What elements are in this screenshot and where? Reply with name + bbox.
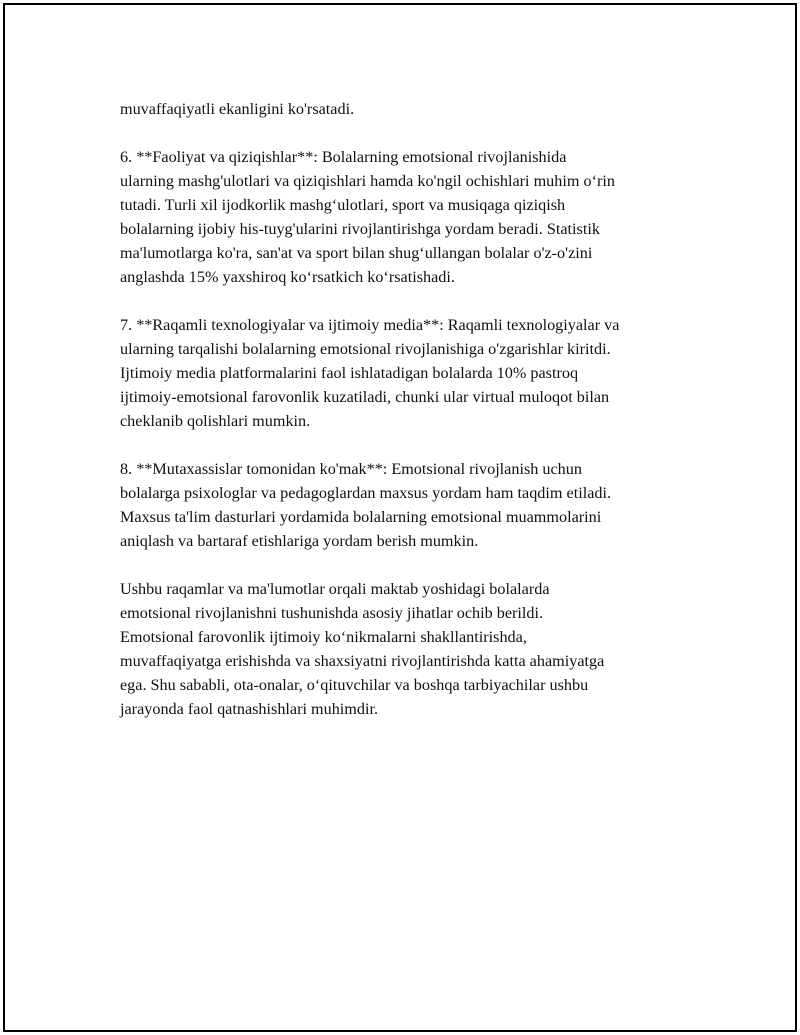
document-body xyxy=(120,97,700,745)
text-line: Emotsional farovonlik ijtimoiy ko‘nikmalarni shakllantirishda, xyxy=(120,628,527,646)
text-line: muvaffaqiyatli ekanligini ko'rsatadi. xyxy=(120,100,355,118)
text-line: 7. **Raqamli texnologiyalar va ijtimoiy media**: Raqamli texnologiyalar va xyxy=(120,316,620,334)
paragraph-8-specialist-support xyxy=(120,457,700,553)
text-line: anglashda 15% yaxshiroq ko‘rsatkich ko‘rsatishadi. xyxy=(120,268,455,286)
text-line: ularning tarqalishi bolalarning emotsional rivojlanishiga o'zgarishlar kiritdi. xyxy=(120,340,611,358)
text-line: bolalarning ijobiy his-tuyg'ularini rivojlantirishga yordam beradi. Statistik xyxy=(120,220,600,238)
paragraph-7-digital-media xyxy=(120,313,700,433)
text-line: ijtimoiy-emotsional farovonlik kuzatiladi, chunki ular virtual muloqot bilan xyxy=(120,388,610,406)
text-line: emotsional rivojlanishni tushunishda asosiy jihatlar ochib berildi. xyxy=(120,604,544,622)
text-line: ularning mashg'ulotlari va qiziqishlari hamda ko'ngil ochishlari muhim o‘rin xyxy=(120,172,615,190)
text-line: ma'lumotlarga ko'ra, san'at va sport bilan shug‘ullangan bolalar o'z-o'zini xyxy=(120,244,593,262)
paragraph-6-activities xyxy=(120,145,700,289)
text-line: 6. **Faoliyat va qiziqishlar**: Bolalarning emotsional rivojlanishida xyxy=(120,148,567,166)
text-line: bolalarga psixologlar va pedagoglardan maxsus yordam ham taqdim etiladi. xyxy=(120,484,612,502)
document-page xyxy=(3,3,797,1032)
text-line: muvaffaqiyatga erishishda va shaxsiyatni rivojlantirishda katta ahamiyatga xyxy=(120,652,605,670)
text-line: 8. **Mutaxassislar tomonidan ko'mak**: Emotsional rivojlanish uchun xyxy=(120,460,582,478)
text-line: jarayonda faol qatnashishlari muhimdir. xyxy=(120,700,379,718)
text-line: ega. Shu sababli, ota-onalar, o‘qituvchilar va boshqa tarbiyachilar ushbu xyxy=(120,676,589,694)
text-line: cheklanib qolishlari mumkin. xyxy=(120,412,311,430)
paragraph-conclusion xyxy=(120,577,700,721)
text-line: tutadi. Turli xil ijodkorlik mashg‘ulotlari, sport va musiqaga qiziqish xyxy=(120,196,566,214)
text-line: Ushbu raqamlar va ma'lumotlar orqali maktab yoshidagi bolalarda xyxy=(120,580,550,598)
text-line: Ijtimoiy media platformalarini faol ishlatadigan bolalarda 10% pastroq xyxy=(120,364,579,382)
paragraph-continuation xyxy=(120,97,700,121)
text-line: Maxsus ta'lim dasturlari yordamida bolalarning emotsional muammolarini xyxy=(120,508,602,526)
text-line: aniqlash va bartaraf etishlariga yordam berish mumkin. xyxy=(120,532,479,550)
